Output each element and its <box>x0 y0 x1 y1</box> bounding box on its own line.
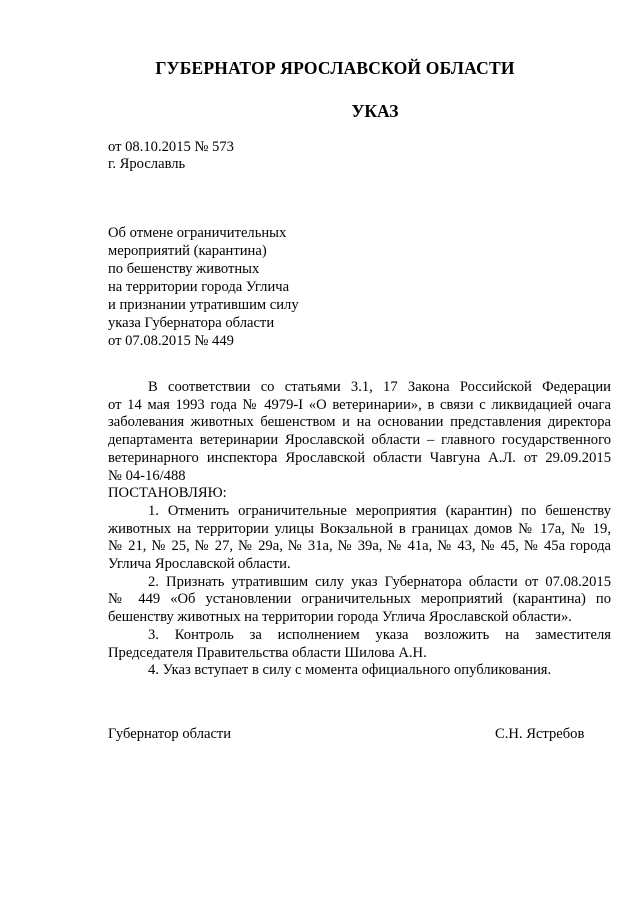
subject-line: и признании утратившим силу <box>108 297 299 313</box>
item-line: 1. Отменить ограничительные мероприятия (карантин) по бешенству <box>148 502 611 519</box>
document-type-title: УКАЗ <box>351 101 399 121</box>
document-body <box>108 379 611 680</box>
decree-word: ПОСТАНОВЛЯЮ: <box>108 485 227 502</box>
preamble-line: департамента ветеринарии Ярославской области – главного государственного <box>108 432 611 449</box>
subject-line: мероприятий (карантина) <box>108 243 267 259</box>
subject-line: Об отмене ограничительных <box>108 225 287 241</box>
document-meta <box>108 139 234 173</box>
subject-line: указа Губернатора области <box>108 315 275 331</box>
document-subject <box>108 224 299 350</box>
item-line: 4. Указ вступает в силу с момента официального опубликования. <box>148 662 552 679</box>
preamble-line: ветеринарного инспектора Ярославской области Чавгуна А.Л. от 29.09.2015 <box>108 449 611 466</box>
preamble-line: заболевания животных бешенством и на основании представления директора <box>108 414 611 431</box>
subject-line: на территории города Углича <box>108 279 290 295</box>
item-line: животных на территории улицы Вокзальной в границах домов № 17а, № 19, <box>108 520 611 537</box>
item-line: 3. Контроль за исполнением указа возложить на заместителя <box>148 626 611 643</box>
preamble-line: от 14 мая 1993 года № 4979-I «О ветеринарии», в связи с ликвидацией очага <box>108 396 611 413</box>
item-line: Углича Ярославской области. <box>108 556 291 573</box>
subject-line: от 07.08.2015 № 449 <box>108 333 234 349</box>
preamble-line: № 04-16/488 <box>108 467 186 484</box>
preamble-paragraph <box>108 379 611 485</box>
signature-position: Губернатор области <box>108 726 232 742</box>
item-line: № 21, № 25, № 27, № 29а, № 31а, № 39а, № 41а, № 43, № 45, № 45а города <box>108 538 611 555</box>
document-header-title: ГУБЕРНАТОР ЯРОСЛАВСКОЙ ОБЛАСТИ <box>155 58 515 78</box>
decree-item-2 <box>108 574 611 627</box>
preamble-line: В соответствии со статьями 3.1, 17 Закона Российской Федерации <box>148 379 611 395</box>
document-date-number: от 08.10.2015 № 573 <box>108 139 234 155</box>
item-line: 2. Признать утратившим силу указ Губернатора области от 07.08.2015 <box>148 573 611 590</box>
document-city: г. Ярославль <box>108 156 186 172</box>
decree-item-4 <box>108 662 611 680</box>
item-line: бешенству животных на территории города Углича Ярославской области». <box>108 609 572 626</box>
subject-line: по бешенству животных <box>108 261 260 277</box>
decree-item-3 <box>108 627 611 662</box>
decree-item-1 <box>108 503 611 574</box>
signature-name: С.Н. Ястребов <box>495 726 585 742</box>
item-line: № 449 «Об установлении ограничительных мероприятий (карантина) по <box>108 591 611 608</box>
item-line: Председателя Правительства области Шилова А.Н. <box>108 644 427 661</box>
